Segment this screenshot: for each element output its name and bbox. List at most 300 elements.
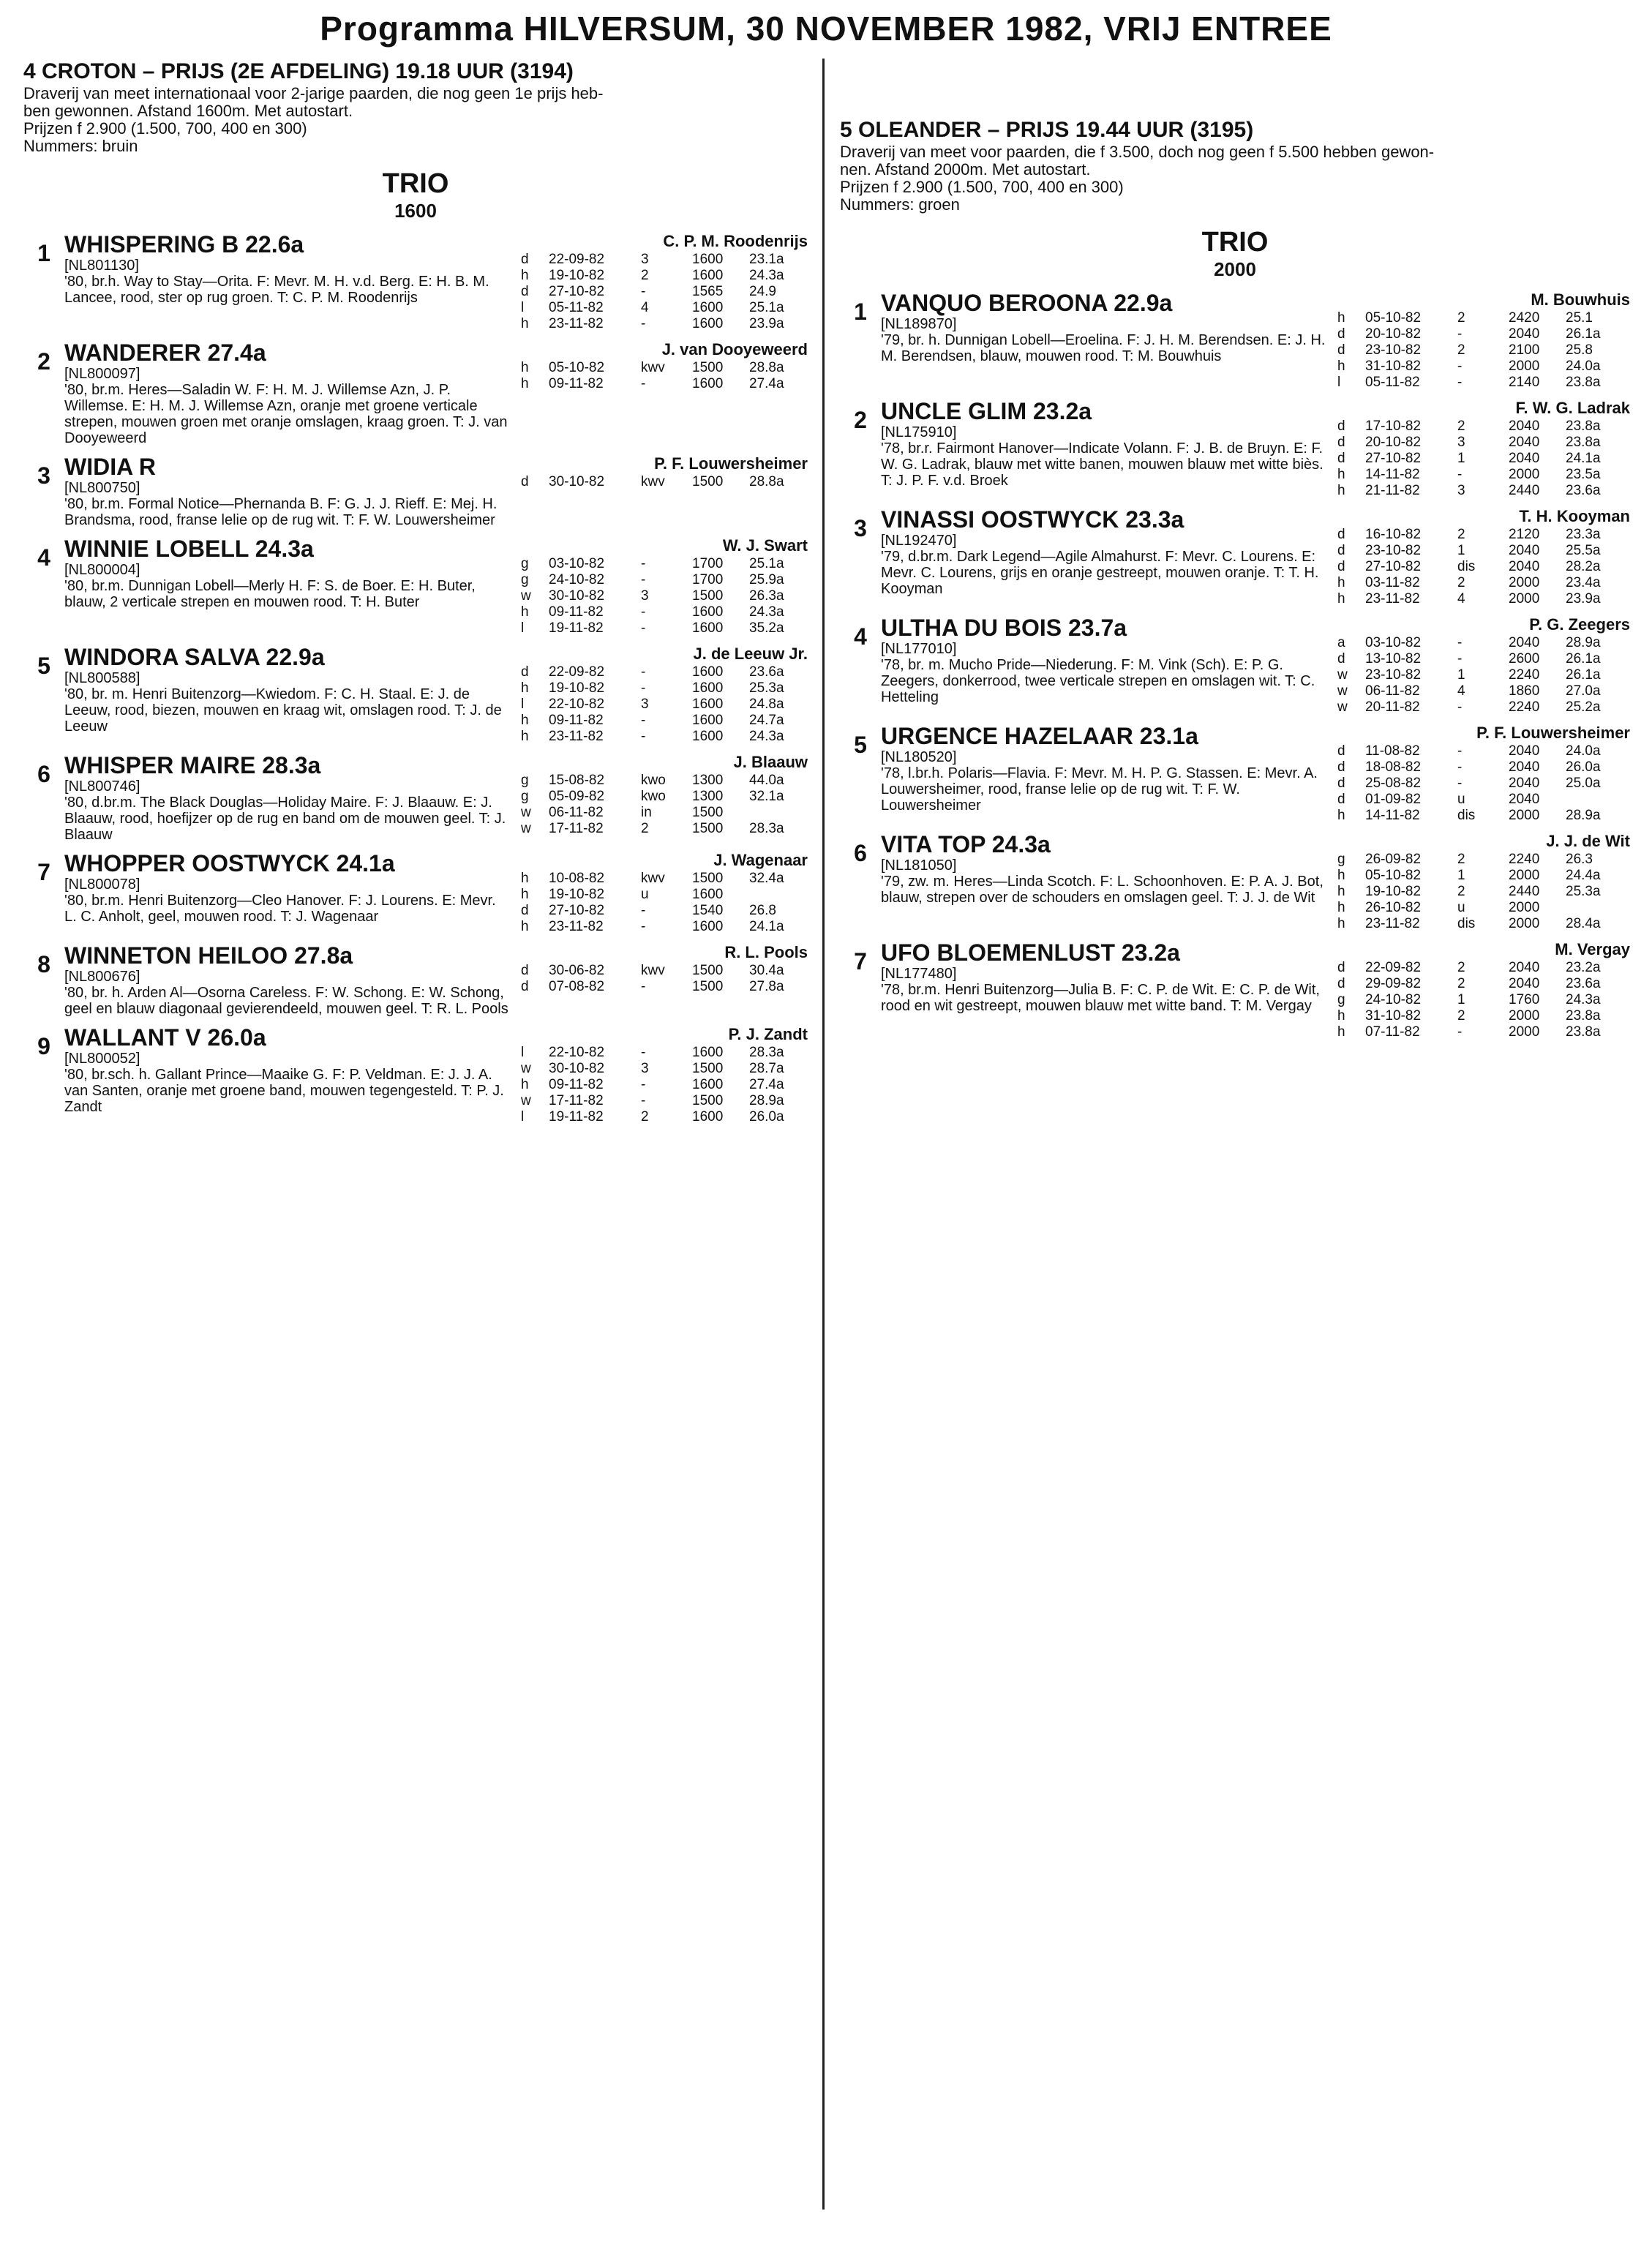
result-row: [521, 713, 789, 729]
trainer-name: J. Blaauw: [733, 753, 808, 771]
result-row: [1337, 743, 1605, 759]
result-track: h: [521, 729, 529, 744]
result-time: [1566, 900, 1605, 916]
result-place: -: [1457, 635, 1463, 650]
result-date: 30-10-82: [549, 1061, 605, 1076]
result-distance: 1700: [692, 572, 724, 587]
result-date: 07-08-82: [549, 979, 605, 994]
result-track: h: [1337, 900, 1345, 915]
result-track: h: [521, 376, 529, 391]
result-date: 15-08-82: [549, 773, 605, 788]
result-track: l: [521, 1109, 525, 1125]
result-distance: 1600: [692, 697, 724, 712]
result-distance: 1565: [692, 284, 724, 299]
result-row: [521, 474, 789, 490]
result-date: 09-11-82: [549, 1077, 604, 1092]
entry-number: 4: [37, 544, 50, 571]
race-4-column: [23, 59, 808, 1125]
horse-entry: [840, 506, 1630, 607]
result-place: 1: [1457, 451, 1465, 466]
result-distance: 2000: [1509, 808, 1540, 823]
trainer-name: P. J. Zandt: [728, 1025, 808, 1043]
result-time: 23.8a: [1566, 418, 1601, 434]
horse-description: '79, d.br.m. Dark Legend—Agile Almahurst. F: Mevr. C. Lourens. E: Mevr. C. Lourens, grijs en oranje gestreept, mouwen oranje. T: T. H. Kooyman: [881, 549, 1319, 597]
result-track: h: [1337, 591, 1345, 607]
result-track: h: [1337, 483, 1345, 498]
result-row: [1337, 992, 1605, 1008]
result-time: 25.5a: [1566, 543, 1601, 558]
horse-name: ULTHA DU BOIS 23.7a: [881, 615, 1127, 641]
result-place: -: [641, 680, 646, 696]
result-date: 23-11-82: [549, 729, 604, 744]
result-time: 44.0a: [749, 773, 784, 788]
horse-name: WIDIA R: [64, 454, 157, 480]
results-table: [521, 1045, 789, 1125]
result-track: w: [521, 1061, 531, 1076]
result-distance: 1500: [692, 963, 724, 978]
race-5-distance: 2000: [1214, 258, 1256, 280]
result-time: [749, 887, 789, 903]
trainer-name: F. W. G. Ladrak: [1515, 399, 1630, 417]
result-time: 23.8a: [1566, 375, 1601, 390]
entry-number: 5: [854, 732, 867, 758]
column-divider: [822, 59, 825, 2210]
result-time: 25.3a: [749, 680, 784, 696]
entry-results: [511, 1024, 808, 1125]
entry-number: 2: [854, 407, 867, 433]
result-date: 26-09-82: [1365, 852, 1422, 867]
result-distance: 2040: [1509, 559, 1540, 574]
result-distance: 1600: [692, 729, 724, 744]
result-time: 23.6a: [1566, 483, 1601, 498]
results-table: [1337, 635, 1605, 716]
result-place: -: [1457, 759, 1463, 775]
result-time: 24.3a: [749, 604, 784, 620]
entry-info: [64, 752, 511, 843]
result-place: 2: [641, 821, 649, 836]
result-row: [521, 871, 789, 887]
result-distance: 1600: [692, 252, 724, 267]
result-date: 05-10-82: [549, 360, 605, 375]
result-row: [1337, 310, 1605, 326]
result-place: -: [641, 664, 646, 680]
result-row: [521, 789, 789, 805]
result-track: l: [521, 697, 525, 712]
horse-description: '80, d.br.m. The Black Douglas—Holiday Maire. F: J. Blaauw. E: J. Blaauw, rood, hoefijzer op de rug en band om de mouwen geel. T: J. Blaauw: [64, 795, 506, 843]
result-track: d: [1337, 960, 1345, 975]
result-row: [521, 963, 789, 979]
result-track: w: [1337, 699, 1348, 715]
result-date: 31-10-82: [1365, 358, 1422, 374]
race-4-distance: 1600: [394, 200, 437, 222]
result-date: 21-11-82: [1365, 483, 1420, 498]
result-distance: 2100: [1509, 342, 1540, 358]
result-track: l: [1337, 375, 1341, 390]
registration-number: [NL800750]: [64, 480, 140, 496]
result-distance: 1600: [692, 376, 724, 391]
result-track: w: [521, 805, 531, 820]
horse-name: UNCLE GLIM 23.2a: [881, 398, 1092, 424]
result-place: kwv: [641, 871, 665, 886]
horse-entry: [23, 536, 808, 637]
result-place: -: [1457, 326, 1463, 342]
result-track: g: [521, 773, 529, 788]
result-time: 26.0a: [749, 1109, 784, 1125]
results-table: [521, 252, 789, 332]
result-row: [521, 805, 789, 821]
result-track: h: [1337, 868, 1345, 883]
result-track: d: [1337, 743, 1345, 759]
result-time: 24.7a: [749, 713, 784, 728]
result-distance: 1700: [692, 556, 724, 571]
race-5-column: [840, 117, 1630, 1040]
result-distance: 1760: [1509, 992, 1540, 1007]
result-date: 22-09-82: [549, 252, 605, 267]
horse-description: '79, br. h. Dunnigan Lobell—Eroelina. F: J. H. M. Berendsen. E: J. H. M. Berendsen, blauw, mouwen rood. T: M. Bouwhuis: [881, 332, 1326, 364]
result-place: u: [1457, 792, 1465, 807]
result-place: 2: [1457, 527, 1465, 542]
entry-info: [64, 1024, 511, 1125]
result-place: -: [641, 979, 646, 994]
result-date: 11-08-82: [1365, 743, 1420, 759]
result-row: [1337, 792, 1605, 808]
results-table: [1337, 310, 1605, 391]
result-place: 2: [641, 1109, 649, 1125]
result-time: 28.2a: [1566, 559, 1601, 574]
horse-name: VITA TOP 24.3a: [881, 831, 1051, 857]
result-track: h: [1337, 1008, 1345, 1024]
result-time: 27.4a: [749, 1077, 784, 1092]
horse-name: URGENCE HAZELAAR 23.1a: [881, 723, 1198, 749]
horse-description: '80, br. h. Arden Al—Osorna Careless. F: W. Schong. E: W. Schong, geel en blauw diagonaal gevierendeeld, mouwen geel. T: R. L. Pools: [64, 985, 508, 1017]
result-time: 24.8a: [749, 697, 784, 712]
result-track: h: [521, 887, 529, 902]
horse-description: '80, br.sch. h. Gallant Prince—Maaike G. F: P. Veldman. E: J. J. A. van Santen, oranje met groene band, mouwen tegengesteld. T: P. J. Zandt: [64, 1067, 504, 1115]
result-track: g: [521, 556, 529, 571]
result-place: 1: [1457, 992, 1465, 1007]
result-track: h: [1337, 467, 1345, 482]
entry-results: [1327, 506, 1630, 607]
result-date: 20-10-82: [1365, 435, 1422, 450]
result-track: h: [1337, 575, 1345, 590]
trainer-name: J. Wagenaar: [713, 851, 808, 869]
result-track: h: [1337, 358, 1345, 374]
result-place: -: [641, 604, 646, 620]
result-date: 03-11-82: [1365, 575, 1420, 590]
result-distance: 2000: [1509, 916, 1540, 931]
result-distance: 2040: [1509, 326, 1540, 342]
result-row: [521, 360, 789, 376]
result-place: kwv: [641, 963, 665, 978]
result-distance: 2040: [1509, 418, 1540, 434]
entry-info: [64, 454, 511, 528]
result-date: 22-09-82: [1365, 960, 1422, 975]
result-time: 24.3a: [749, 729, 784, 744]
result-track: l: [521, 620, 525, 636]
result-date: 23-11-82: [1365, 916, 1420, 931]
race-5-line: Nummers: groen: [840, 195, 960, 214]
result-distance: 2140: [1509, 375, 1540, 390]
result-place: -: [1457, 375, 1463, 390]
entry-results: [1327, 398, 1630, 499]
race-5-entries: [840, 290, 1630, 1040]
result-distance: 1600: [692, 713, 724, 728]
registration-number: [NL800004]: [64, 562, 140, 578]
result-distance: 2000: [1509, 467, 1540, 482]
result-row: [1337, 699, 1605, 716]
result-distance: 1500: [692, 821, 724, 836]
trainer-name: M. Bouwhuis: [1531, 290, 1630, 309]
entry-info: [64, 536, 511, 637]
result-place: 3: [1457, 435, 1465, 450]
race-5-line: nen. Afstand 2000m. Met autostart.: [840, 160, 1091, 179]
result-place: -: [641, 556, 646, 571]
entry-results: [511, 752, 808, 843]
result-place: 2: [1457, 310, 1465, 326]
result-row: [1337, 543, 1605, 559]
result-date: 14-11-82: [1365, 467, 1420, 482]
result-row: [521, 887, 789, 903]
result-track: g: [1337, 992, 1345, 1007]
results-table: [1337, 852, 1605, 932]
entry-number: 3: [854, 515, 867, 541]
registration-number: [NL192470]: [881, 533, 957, 549]
result-row: [1337, 759, 1605, 776]
result-row: [521, 1045, 789, 1061]
result-track: h: [521, 316, 529, 331]
result-row: [521, 1093, 789, 1109]
result-place: kwo: [641, 789, 666, 804]
trainer-name: P. F. Louwersheimer: [1476, 724, 1630, 742]
trainer-name: J. van Dooyeweerd: [661, 340, 808, 358]
result-row: [521, 572, 789, 588]
result-date: 09-11-82: [549, 713, 604, 728]
entry-info: [881, 398, 1327, 499]
result-row: [521, 729, 789, 745]
result-place: 4: [641, 300, 649, 315]
result-place: 2: [1457, 342, 1465, 358]
result-distance: 2040: [1509, 976, 1540, 991]
result-time: 27.4a: [749, 376, 784, 391]
horse-entry: [23, 942, 808, 1017]
result-place: -: [1457, 467, 1463, 482]
entry-info: [881, 939, 1327, 1040]
result-row: [521, 284, 789, 300]
entry-number: 8: [37, 951, 50, 977]
result-row: [521, 1077, 789, 1093]
result-time: 23.8a: [1566, 1024, 1601, 1040]
result-time: 32.4a: [749, 871, 784, 886]
result-date: 27-10-82: [549, 903, 605, 918]
result-place: -: [641, 1045, 646, 1060]
result-time: 24.1a: [749, 919, 784, 934]
registration-number: [NL177010]: [881, 641, 957, 657]
race-4-entries: [23, 231, 808, 1125]
entry-info: [881, 723, 1327, 824]
result-date: 19-10-82: [1365, 884, 1422, 899]
trainer-name: R. L. Pools: [724, 943, 808, 961]
entry-results: [1327, 290, 1630, 391]
result-row: [521, 1061, 789, 1077]
result-date: 19-10-82: [549, 680, 605, 696]
result-track: h: [521, 680, 529, 696]
result-time: 23.8a: [1566, 1008, 1601, 1024]
horse-entry: [840, 615, 1630, 716]
results-table: [1337, 743, 1605, 824]
trainer-name: P. F. Louwersheimer: [654, 454, 808, 473]
entry-results: [511, 536, 808, 637]
result-row: [1337, 575, 1605, 591]
result-place: 3: [1457, 483, 1465, 498]
horse-entry: [23, 231, 808, 332]
result-distance: 2040: [1509, 451, 1540, 466]
horse-entry: [840, 831, 1630, 932]
horse-entry: [840, 939, 1630, 1040]
result-row: [1337, 960, 1605, 976]
horse-entry: [23, 850, 808, 935]
result-time: 24.4a: [1566, 868, 1601, 883]
result-time: 28.4a: [1566, 916, 1601, 931]
result-track: d: [1337, 976, 1345, 991]
result-distance: 2000: [1509, 591, 1540, 607]
result-track: d: [521, 252, 529, 267]
result-place: -: [641, 1077, 646, 1092]
result-place: kwo: [641, 773, 666, 788]
horse-entry: [23, 339, 808, 446]
result-place: in: [641, 805, 652, 820]
result-time: 26.0a: [1566, 759, 1601, 775]
result-distance: 1300: [692, 789, 724, 804]
result-distance: 2240: [1509, 852, 1540, 867]
result-track: d: [1337, 792, 1345, 807]
result-date: 23-11-82: [549, 316, 604, 331]
result-distance: 1600: [692, 620, 724, 636]
result-row: [1337, 527, 1605, 543]
result-date: 05-09-82: [549, 789, 605, 804]
entry-info: [881, 506, 1327, 607]
entry-info: [881, 290, 1327, 391]
result-track: d: [521, 963, 529, 978]
result-place: -: [1457, 776, 1463, 791]
result-date: 25-08-82: [1365, 776, 1422, 791]
result-track: l: [521, 1045, 525, 1060]
result-distance: 2000: [1509, 900, 1540, 915]
result-row: [1337, 651, 1605, 667]
result-row: [1337, 467, 1605, 483]
horse-name: WHOPPER OOSTWYCK 24.1a: [64, 850, 395, 876]
entry-results: [1327, 939, 1630, 1040]
result-time: 24.0a: [1566, 743, 1601, 759]
result-distance: 2000: [1509, 358, 1540, 374]
result-row: [521, 316, 789, 332]
result-distance: 2040: [1509, 635, 1540, 650]
trainer-name: W. J. Swart: [722, 536, 808, 555]
result-time: 24.1a: [1566, 451, 1601, 466]
result-track: w: [521, 1093, 531, 1108]
result-time: 23.2a: [1566, 960, 1601, 975]
result-time: 28.9a: [1566, 635, 1601, 650]
result-place: 1: [1457, 667, 1465, 683]
result-distance: 1600: [692, 300, 724, 315]
result-date: 22-10-82: [549, 697, 605, 712]
result-track: d: [1337, 451, 1345, 466]
result-track: d: [1337, 651, 1345, 667]
result-track: d: [521, 664, 529, 680]
result-distance: 1600: [692, 316, 724, 331]
page-title: Programma HILVERSUM, 30 NOVEMBER 1982, VRIJ ENTREE: [320, 10, 1332, 48]
result-date: 22-10-82: [549, 1045, 605, 1060]
result-distance: 1500: [692, 979, 724, 994]
result-row: [1337, 667, 1605, 683]
horse-name: WALLANT V 26.0a: [64, 1024, 266, 1051]
result-date: 05-11-82: [549, 300, 604, 315]
result-track: g: [521, 572, 529, 587]
result-time: 28.8a: [749, 474, 784, 489]
result-place: kwv: [641, 474, 665, 489]
result-time: 25.1a: [749, 300, 784, 315]
result-date: 19-11-82: [549, 620, 604, 636]
result-track: d: [1337, 543, 1345, 558]
result-track: d: [1337, 527, 1345, 542]
result-time: 24.0a: [1566, 358, 1601, 374]
result-distance: 2440: [1509, 483, 1540, 498]
result-place: -: [1457, 699, 1463, 715]
entry-number: 5: [37, 653, 50, 679]
result-time: 26.1a: [1566, 326, 1601, 342]
horse-entry: [23, 644, 808, 745]
result-time: 25.1a: [749, 556, 784, 571]
result-row: [1337, 342, 1605, 358]
entry-number: 6: [854, 840, 867, 866]
result-place: 2: [641, 268, 649, 283]
result-time: 35.2a: [749, 620, 784, 636]
race-5-line: Prijzen f 2.900 (1.500, 700, 400 en 300): [840, 178, 1124, 196]
result-place: 2: [1457, 852, 1465, 867]
entry-info: [881, 615, 1327, 716]
result-row: [1337, 418, 1605, 435]
results-table: [521, 871, 789, 935]
horse-description: '79, zw. m. Heres—Linda Scotch. F: L. Schoonhoven. E: P. A. J. Bot, blauw, strepen over de schouders en omslagen geel. T: J. J. de Wit: [881, 874, 1324, 906]
result-place: 2: [1457, 976, 1465, 991]
race-4-line: Draverij van meet internationaal voor 2-jarige paarden, die nog geen 1e prijs heb-: [23, 84, 604, 102]
result-place: -: [641, 572, 646, 587]
result-place: u: [1457, 900, 1465, 915]
result-date: 09-11-82: [549, 376, 604, 391]
horse-name: WINNIE LOBELL 24.3a: [64, 536, 314, 562]
result-track: d: [1337, 759, 1345, 775]
result-time: 28.3a: [749, 821, 784, 836]
result-track: d: [1337, 559, 1345, 574]
horse-name: WINNETON HEILOO 27.8a: [64, 942, 353, 969]
result-distance: 2000: [1509, 575, 1540, 590]
result-date: 10-08-82: [549, 871, 605, 886]
result-time: 25.2a: [1566, 699, 1601, 715]
result-date: 03-10-82: [1365, 635, 1422, 650]
result-distance: 1600: [692, 919, 724, 934]
registration-number: [NL800746]: [64, 778, 140, 795]
trainer-name: J. de Leeuw Jr.: [693, 645, 808, 663]
entry-results: [511, 339, 808, 446]
results-table: [521, 474, 789, 490]
result-row: [521, 773, 789, 789]
result-track: d: [1337, 342, 1345, 358]
result-row: [1337, 852, 1605, 868]
result-date: 27-10-82: [549, 284, 605, 299]
result-place: -: [641, 729, 646, 744]
result-place: -: [641, 903, 646, 918]
result-place: dis: [1457, 559, 1476, 574]
registration-number: [NL800078]: [64, 876, 140, 893]
